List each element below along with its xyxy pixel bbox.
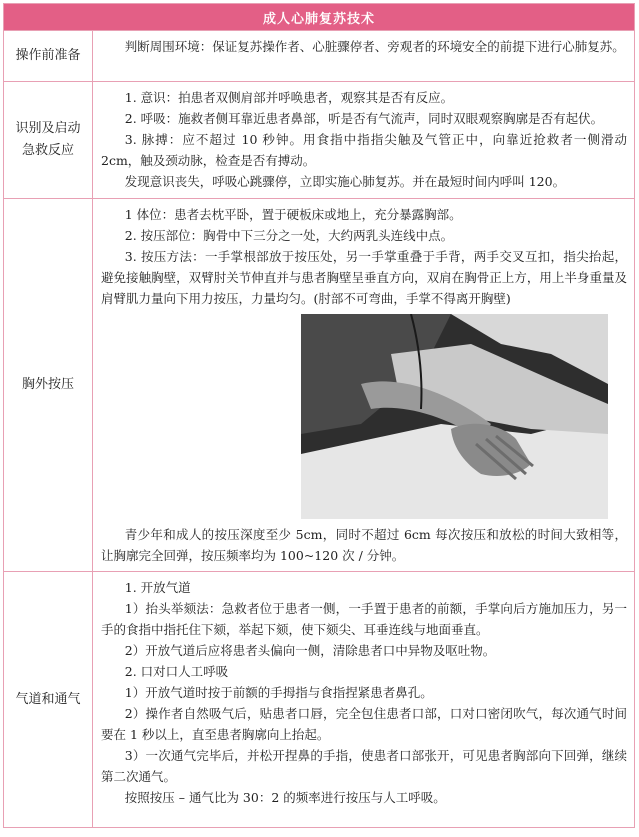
identify-item: 发现意识丧失，呼吸心跳骤停，立即实施心肺复苏。并在最短时间内呼叫 120。 [124,174,566,189]
airway-item: 1）抬头举颏法：急救者位于患者一侧，一手置于患者的前额，手掌向后方施加压力，另一手的食指中指托住下颏，举起下颏，使下颏尖、耳垂连线与地面垂直。 [101,601,628,637]
row-airway [4,572,635,828]
airway-item: 2）开放气道后应将患者头偏向一侧，清除患者口中异物及呕吐物。 [124,643,496,658]
airway-item: 1. 开放气道 [124,580,191,595]
chest-compression-illustration [301,314,608,519]
compress-item: 2. 按压部位：胸骨中下三分之一处，大约两乳头连线中点。 [124,228,454,243]
cpr-document [3,3,634,828]
identify-item: 2. 呼吸：施救者侧耳靠近患者鼻部，听是否有气流声，同时双眼观察胸廓是否有起伏。 [124,111,604,126]
label-line-1: 识别及启动 [15,121,81,136]
identify-item: 3. 脉搏：应不超过 10 秒钟。用食指中指指尖触及气管正中，向靠近抢救者一侧滑动 2cm，触及颈动脉，检查是否有搏动。 [101,132,628,168]
chest-compression-photo [301,314,608,519]
row-identify [4,82,635,199]
row-content-identify [93,82,635,199]
airway-item: 2）操作者自然吸气后，贴患者口唇，完全包住患者口部，口对口密闭吹气，每次通气时间要在 1 秒以上，直至患者胸廓向上抬起。 [101,706,628,742]
prep-text: 判断周围环境：保证复苏操作者、心脏骤停者、旁观者的环境安全的前提下进行心肺复苏。 [124,39,625,54]
cpr-table [3,3,635,828]
row-compress [4,199,635,572]
compress-after-photo: 青少年和成人的按压深度至少 5cm，同时不超过 6cm 每次按压和放松的时间大致相等，让胸廓完全回弹，按压频率均为 100~120 次 / 分钟。 [101,527,628,563]
row-content-compress [93,199,635,572]
airway-item: 3）一次通气完毕后，并松开捏鼻的手指，使患者口部张开，可见患者胸部向下回弹，继续第二次通气。 [101,748,628,784]
airway-item: 2. 口对口人工呼吸 [124,664,229,679]
row-label-compress: 胸外按压 [4,199,93,572]
row-content-airway [93,572,635,828]
table-title: 成人心肺复苏技术 [4,4,635,31]
airway-item: 按照按压 – 通气比为 30：2 的频率进行按压与人工呼吸。 [124,790,446,805]
row-content-prep [93,31,635,82]
row-label-prep: 操作前准备 [4,31,93,82]
row-prep [4,31,635,82]
airway-item: 1）开放气道时按于前额的手拇指与食指捏紧患者鼻孔。 [124,685,433,700]
row-label-airway: 气道和通气 [4,572,93,828]
label-line-2: 急救反应 [21,143,74,158]
compress-item: 3. 按压方法：一手掌根部放于按压处，另一手掌重叠于手背，两手交叉互扣，指尖抬起，避免接触胸壁，双臂肘关节伸直并与患者胸壁呈垂直方向，双肩在胸骨正上方，用上半身重量及肩臂肌力量向下用力按压，力量均匀。(肘部不可弯曲，手掌不得离开胸壁) [101,249,628,306]
identify-item: 1. 意识：拍患者双侧肩部并呼唤患者，观察其是否有反应。 [124,90,454,105]
row-label-identify [4,82,93,199]
compress-item: 1 体位：患者去枕平卧，置于硬板床或地上，充分暴露胸部。 [124,207,462,222]
